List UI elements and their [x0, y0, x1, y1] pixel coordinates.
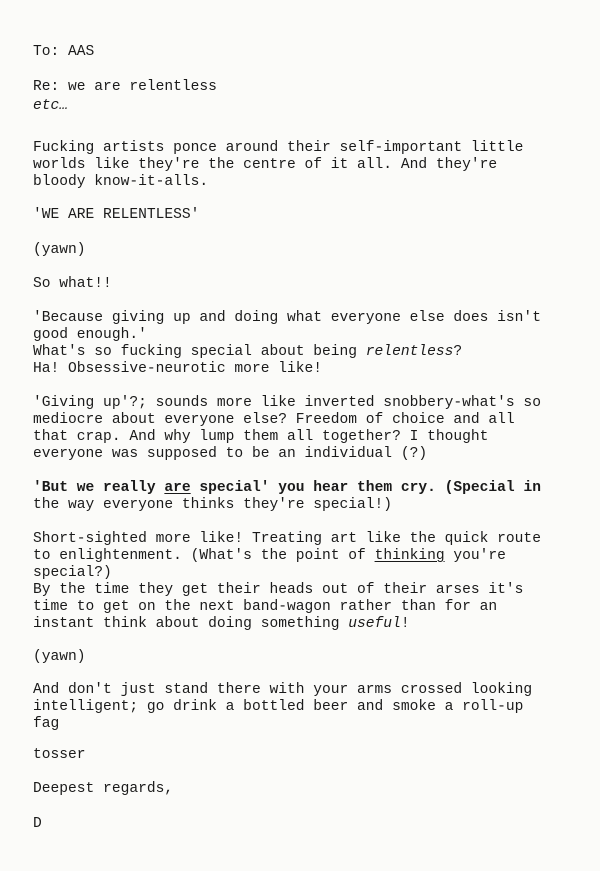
etc-line: etc… [33, 98, 69, 114]
useful-emphasis: useful [348, 616, 401, 632]
yawn-line-2: (yawn) [33, 649, 86, 665]
paragraph-5-line-1: Short-sighted more like! Treating art like the quick route [33, 531, 541, 547]
paragraph-2-line-2: good enough.' [33, 327, 147, 343]
paragraph-4-line-1-end: special' you hear them cry. (Special in [190, 480, 541, 496]
paragraph-4-line-1-text: 'But we really [33, 480, 165, 496]
thinking-underline: thinking [374, 548, 445, 564]
paragraph-1-line-3: bloody know-it-alls. [33, 174, 209, 190]
quote-line: 'WE ARE RELENTLESS' [33, 207, 200, 223]
paragraph-5-line-6-end: ! [400, 616, 410, 632]
regards-line: Deepest regards, [33, 781, 174, 797]
paragraph-5-line-6-text: instant think about doing something [33, 616, 349, 632]
paragraph-3-line-4: everyone was supposed to be an individual (?) [33, 446, 428, 462]
paragraph-5-line-5: time to get on the next band-wagon rather than for an [33, 599, 498, 615]
paragraph-5-line-2-text: to enlightenment. (What's the point of [33, 548, 375, 564]
paragraph-5-line-3: special?) [33, 565, 112, 581]
paragraph-5-line-6 [33, 616, 410, 632]
paragraph-5-line-2 [33, 548, 506, 564]
relentless-emphasis: relentless [365, 344, 454, 360]
paragraph-2-line-4: Ha! Obsessive-neurotic more like! [33, 361, 323, 377]
so-what-line: So what!! [33, 276, 112, 292]
signature-initial: D [33, 816, 42, 832]
paragraph-3-line-2: mediocre about everyone else? Freedom of choice and all [33, 412, 515, 428]
to-line: To: AAS [33, 44, 95, 60]
paragraph-2-line-3-end: ? [453, 344, 463, 360]
letter-page [33, 0, 593, 871]
paragraph-3-line-3: that crap. And why lump them all together? I thought [33, 429, 489, 445]
paragraph-4-line-1 [33, 480, 541, 496]
paragraph-1-line-1: Fucking artists ponce around their self-important little [33, 140, 524, 156]
paragraph-5-line-4: By the time they get their heads out of their arses it's [33, 582, 524, 598]
paragraph-5-line-2-end: you're [444, 548, 506, 564]
yawn-line-1: (yawn) [33, 242, 86, 258]
paragraph-2-line-1: 'Because giving up and doing what everyone else does isn't [33, 310, 541, 326]
paragraph-6-line-1: And don't just stand there with your arms crossed looking [33, 682, 533, 698]
paragraph-1-line-2: worlds like they're the centre of it all. And they're [33, 157, 498, 173]
paragraph-2-line-3-text: What's so fucking special about being [33, 344, 366, 360]
are-underline: are [164, 480, 191, 496]
paragraph-3-line-1: 'Giving up'?; sounds more like inverted snobbery-what's so [33, 395, 541, 411]
paragraph-2-line-3 [33, 344, 462, 360]
paragraph-6-line-3: fag [33, 716, 60, 732]
re-line: Re: we are relentless [33, 79, 217, 95]
paragraph-4-line-2: the way everyone thinks they're special!) [33, 497, 393, 513]
paragraph-6-line-2: intelligent; go drink a bottled beer and smoke a roll-up [33, 699, 524, 715]
tosser-line: tosser [33, 747, 86, 763]
